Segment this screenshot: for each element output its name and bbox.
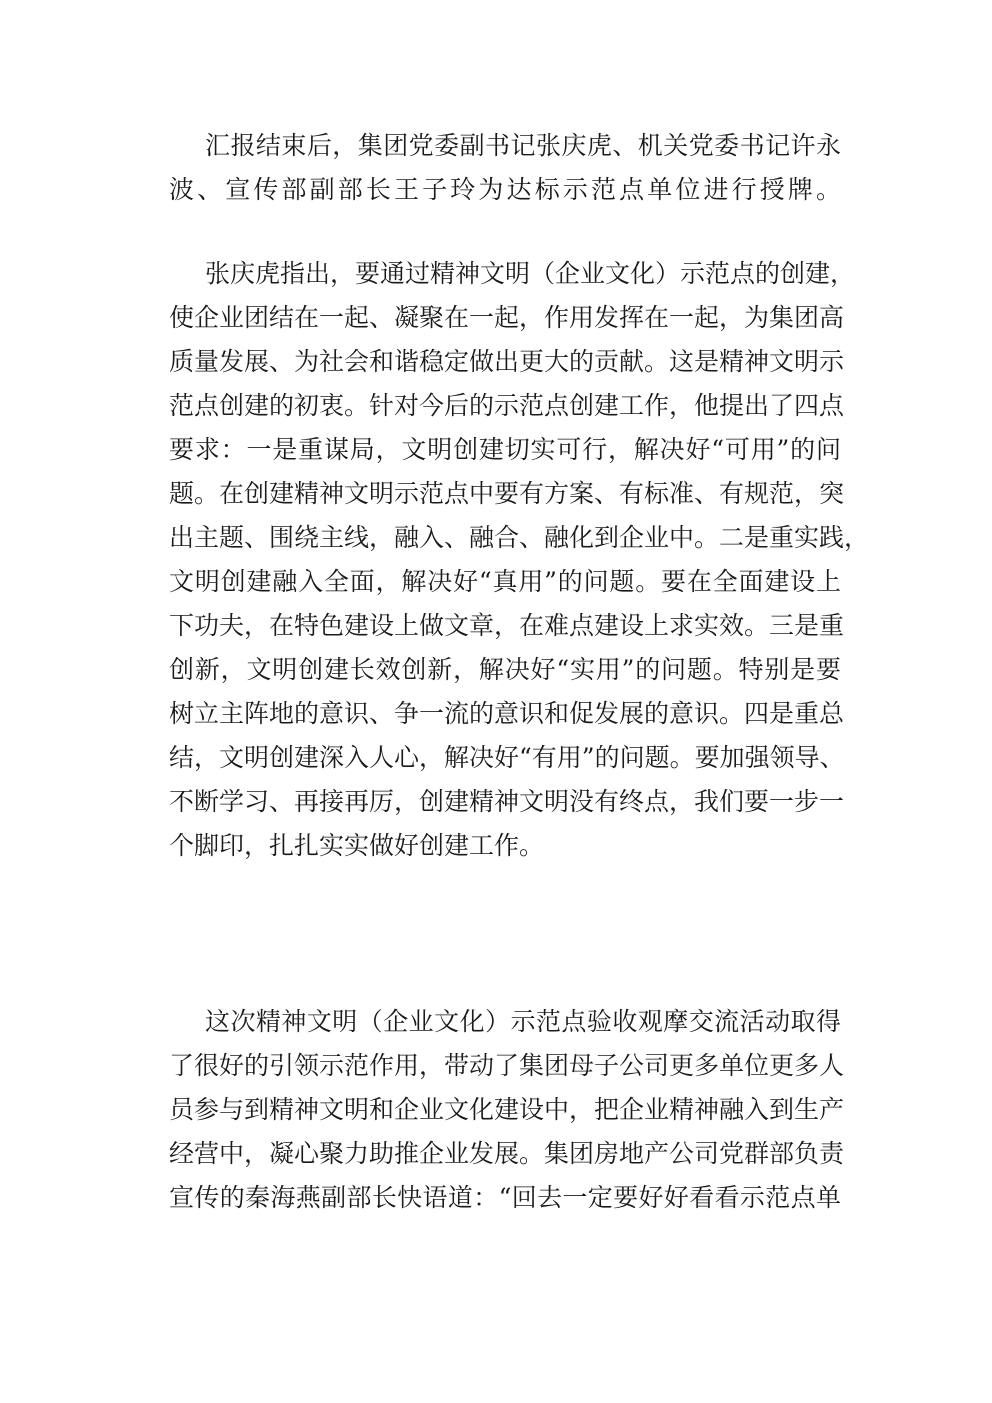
paragraph-line: 员参与到精神文明和企业文化建设中，把企业精神融入到生产 [169,1095,845,1124]
paragraph-line: 树立主阵地的意识、争一流的意识和促发展的意识。四是重总 [169,699,845,728]
paragraph-line: 出主题、围绕主线，融入、融合、融化到企业中。二是重实践， [169,523,870,552]
paragraph-line: 文明创建融入全面，解决好“真用”的问题。要在全面建设上 [169,567,841,596]
paragraph-line: 这次精神文明（企业文化）示范点验收观摩交流活动取得 [205,1007,841,1036]
paragraph-line: 个脚印，扎扎实实做好创建工作。 [169,831,545,860]
paragraph-line: 了很好的引领示范作用，带动了集团母子公司更多单位更多人 [169,1051,845,1080]
paragraph-line: 范点创建的初衷。针对今后的示范点创建工作，他提出了四点 [169,391,845,420]
paragraph-line: 宣传的秦海燕副部长快语道：“回去一定要好好看看示范点单 [169,1183,841,1212]
paragraph-line: 经营中，凝心聚力助推企业发展。集团房地产公司党群部负责 [169,1139,845,1168]
paragraph-line: 使企业团结在一起、凝聚在一起，作用发挥在一起，为集团高 [169,303,845,332]
paragraph-line: 汇报结束后，集团党委副书记张庆虎、机关党委书记许永 [205,131,841,160]
paragraph-line: 题。在创建精神文明示范点中要有方案、有标准、有规范，突 [169,479,845,508]
paragraph-line: 下功夫，在特色建设上做文章，在难点建设上求实效。三是重 [169,611,845,640]
paragraph-line: 张庆虎指出，要通过精神文明（企业文化）示范点的创建， [205,259,856,288]
paragraph-line: 质量发展、为社会和谐稳定做出更大的贡献。这是精神文明示 [169,347,845,376]
paragraph-line: 要求：一是重谋局，文明创建切实可行，解决好“可用”的问 [169,435,841,464]
paragraph-line: 不断学习、再接再厉，创建精神文明没有终点，我们要一步一 [169,787,845,816]
paragraph-line: 结，文明创建深入人心，解决好“有用”的问题。要加强领导、 [169,743,845,772]
paragraph-line: 创新，文明创建长效创新，解决好“实用”的问题。特别是要 [169,655,841,684]
paragraph-line: 波、宣传部副部长王子玲为达标示范点单位进行授牌。 [169,175,841,204]
